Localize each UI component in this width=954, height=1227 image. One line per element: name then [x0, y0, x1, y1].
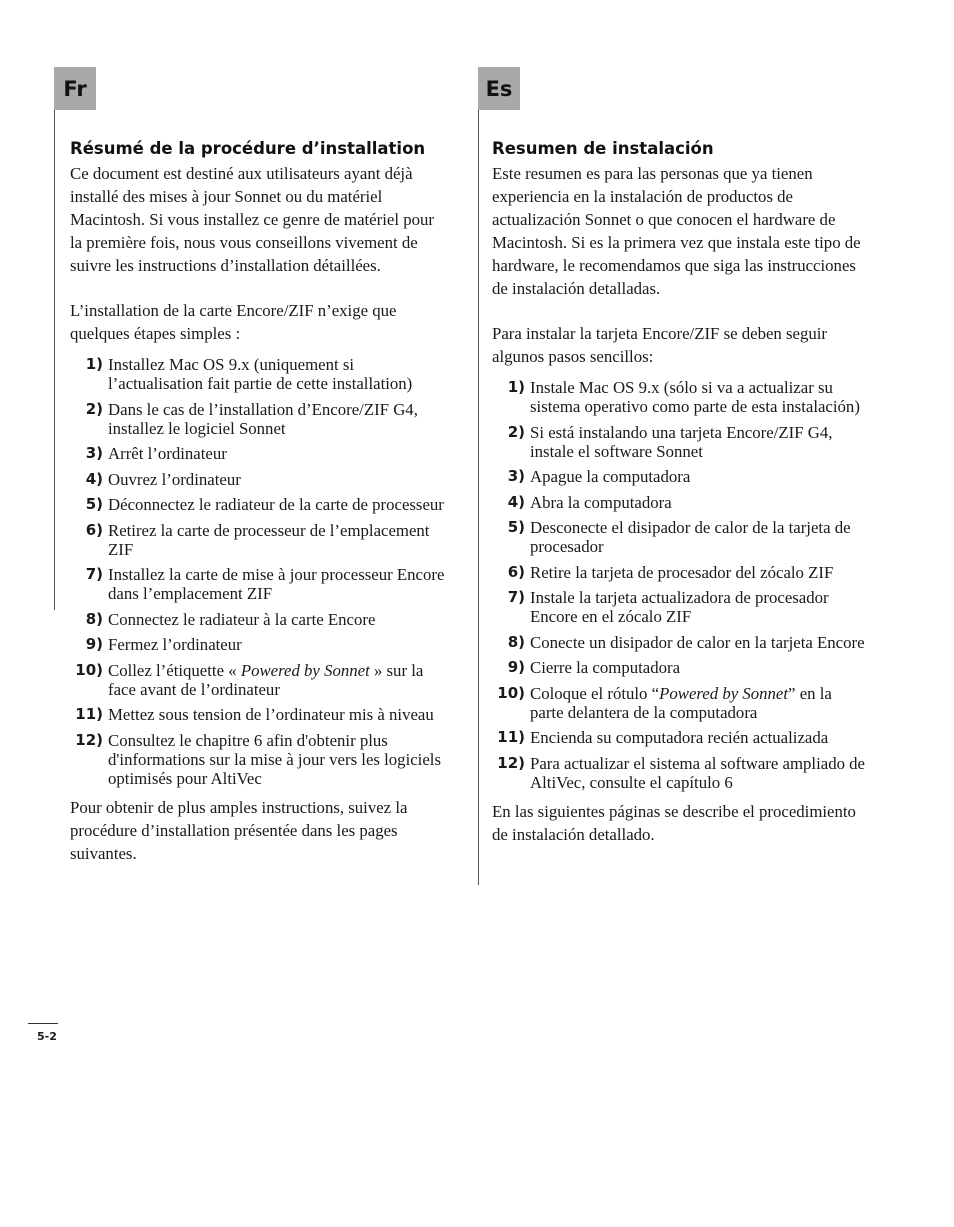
list-item: 5) Desconecte el disipador de calor de la tarjeta de procesador — [507, 518, 851, 556]
spanish-steps-list — [492, 378, 867, 792]
list-item: 6) Retirez la carte de processeur de l’emplacement ZIF — [85, 520, 430, 559]
french-column — [70, 139, 445, 865]
list-item: 8) Connectez le radiateur à la carte Encore — [85, 609, 376, 629]
list-item: 4) Abra la computadora — [507, 492, 672, 512]
list-item: 10) Collez l’étiquette « Powered by Sonnet » sur la face avant de l’ordinateur — [75, 660, 424, 699]
list-item: 7) Instale la tarjeta actualizadora de procesador Encore en el zócalo ZIF — [507, 588, 829, 626]
list-item: 3) Apague la computadora — [507, 467, 691, 486]
french-steps-intro: L’installation de la carte Encore/ZIF n’exige que quelques étapes simples : — [70, 301, 397, 343]
list-item: 1) Instale Mac OS 9.x (sólo si va a actualizar su sistema operativo como parte de esta instalación) — [507, 378, 860, 416]
list-item: 6) Retire la tarjeta de procesador del zócalo ZIF — [507, 562, 834, 582]
french-heading: Résumé de la procédure d’installation — [70, 139, 426, 158]
french-column-rule — [54, 110, 55, 610]
list-item: 12) Para actualizar el sistema al software ampliado de AltiVec, consulte el capítulo 6 — [497, 753, 866, 792]
french-outro: Pour obtenir de plus amples instructions, suivez la procédure d’installation présentée dans les pages suivantes. — [70, 797, 408, 863]
list-item: 10) Coloque el rótulo “Powered by Sonnet” en la parte delantera de la computadora — [497, 683, 832, 722]
list-item: 2) Dans le cas de l’installation d’Encore/ZIF G4, installez le logiciel Sonnet — [85, 399, 418, 438]
spanish-steps-intro: Para instalar la tarjeta Encore/ZIF se deben seguir algunos pasos sencillos: — [492, 324, 828, 366]
list-item: 7) Installez la carte de mise à jour processeur Encore dans l’emplacement ZIF — [85, 565, 445, 603]
list-item: 4) Ouvrez l’ordinateur — [85, 469, 241, 489]
page-number-rule — [28, 1023, 58, 1024]
list-item: 5) Déconnectez le radiateur de la carte de processeur — [85, 495, 444, 514]
spanish-language-tab: Es — [478, 67, 520, 110]
list-item: 3) Arrêt l’ordinateur — [85, 444, 227, 463]
list-item: 2) Si está instalando una tarjeta Encore/ZIF G4, instale el software Sonnet — [507, 422, 833, 461]
spanish-intro: Este resumen es para las personas que ya tienen experiencia en la instalación de productos de actualización Sonnet o que conocen el hardware de Macintosh. Si es la primera vez que instala este tipo de hardware, le recomendamos que siga las instrucciones de instalación detalladas. — [492, 164, 861, 298]
list-item: 1) Installez Mac OS 9.x (uniquement si l’actualisation fait partie de cette installation) — [85, 355, 413, 393]
page-number: 5-2 — [37, 1030, 57, 1043]
french-language-tab: Fr — [54, 67, 96, 110]
list-item: 11) Mettez sous tension de l’ordinateur mis à niveau — [75, 705, 434, 724]
spanish-column — [492, 139, 867, 846]
list-item: 12) Consultez le chapitre 6 afin d'obtenir plus d'informations sur la mise à jour vers les logiciels optimisés pour AltiVec — [75, 730, 441, 788]
list-item: 11) Encienda su computadora recién actualizada — [497, 728, 829, 747]
list-item: 8) Conecte un disipador de calor en la tarjeta Encore — [507, 632, 865, 652]
spanish-outro: En las siguientes páginas se describe el procedimiento de instalación detallado. — [492, 801, 856, 844]
spanish-heading: Resumen de instalación — [492, 139, 714, 158]
french-intro: Ce document est destiné aux utilisateurs ayant déjà installé des mises à jour Sonnet ou du matériel Macintosh. Si vous installez ce genre de matériel pour la première fois, nous vous conseillons vivement de suivre les instructions d’installation détaillées. — [70, 164, 434, 275]
list-item: 9) Cierre la computadora — [507, 658, 681, 677]
spanish-column-rule — [478, 110, 479, 885]
list-item: 9) Fermez l’ordinateur — [85, 635, 242, 654]
french-steps-list — [70, 355, 445, 788]
